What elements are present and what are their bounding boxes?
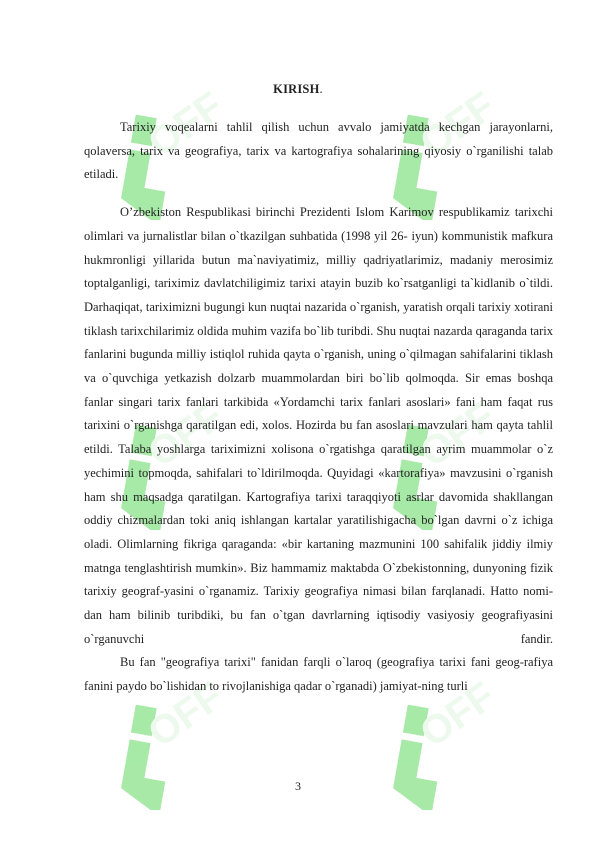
page-number: 3: [295, 779, 301, 793]
paragraph-gap: [84, 187, 553, 201]
svg-text:OFF: OFF: [140, 393, 232, 476]
title-suffix: .: [319, 82, 323, 96]
svg-text:OFF: OFF: [140, 83, 232, 166]
page-title: [0, 82, 596, 97]
paragraph: Bu fan "geografiya tarixi" fanidan farqli o`laroq (geografiya tarixi fani geog-rafiya fanini paydo bo`lishidan to rivojlanishiga qadar o`rganadi) jamiyat-ning turli: [84, 655, 553, 694]
paragraph: O’zbekiston Respublikasi birinchi Prezidenti Islom Karimov respublikamiz tarixchi olimlari va jurnalistlar bilan o`tkazilgan suhbatida (1998 yil 26- iyun) kommunistik mafkura hukmronligi yillarida butun ma`naviyatimiz, milliy qadriyatlarimiz, madaniy merosimiz toptalganligi, tariximiz davlatchiligimiz tarixi atayin buzib ko`rsatganligi ta`kidlanib o`tildi. Darhaqiqat, tariximizni bugungi kun nuqtai nazarida o`rganish, yaratish orqali tarixiy xotirani tiklash tarixchilarimiz oldida muhim vazifa bo`lib turibdi. Shu nuqtai nazarda qaraganda tarix fanlarini bugunda milliy istiqlol ruhida qayta o`rganish, uning o`qilmagan sahifalarini tiklash va o`quvchiga yetkazish dolzarb muammolardan biri bo`lib qolmoqda. Sir emas boshqa fanlar singari tarix fanlari tarkibida «Yordamchi tarix fanlari asoslari» fani ham faqat rus tarixini o`rganishga qaratilgan edi, xolos. Hozirda bu fan asoslari mavzulari ham qayta tahlil etildi. Talaba yoshlarga tariximizni xolisona o`rgatishga qaratilgan ayrim muammolar o`z yechimini topmoqda, sahifalari to`ldirilmoqda. Quyidagi «kartorafiya» mavzusini o`rganish ham shu maqsadga qaratilgan. Kartografiya tarixi taraqqiyoti asrlar davomida shakllangan oddiy chizmalardan toki aniq ishlangan kartalar yaratilishigacha bo`lgan davrni o`z ichiga oladi. Olimlarning fikriga qaraganda: «bir kartaning mazmunini 100 sahifalik jiddiy ilmiy matnga tenglashtirish mumkin». Biz hammamiz maktabda O`zbekistonning, dunyoning fizik tarixiy geograf-yasini o`rganamiz. Tarixiy geografiya nimasi bilan farqlanadi. Hatto nomi-dan ham bilinib turibdiki, bu fan o`tgan davrlarning iqtisodiy vasiyosiy geografiyasini o`rganuvchi fandir.: [84, 205, 553, 646]
title-text: KIRISH: [273, 82, 320, 96]
svg-text:OFF: OFF: [412, 393, 504, 476]
svg-text:OFF: OFF: [412, 673, 504, 756]
svg-text:OFF: OFF: [412, 83, 504, 166]
paragraph: Tarixiy voqealarni tahlil qilish uchun avvalo jamiyatda kechgan jarayonlarni, qolaversa, tarix va geografiya, tarix va kartografiya sohalarining qiyosiy o`rganilishi talab etiladi.: [84, 120, 553, 182]
body-text: [84, 116, 553, 699]
svg-text:OFF: OFF: [140, 673, 232, 756]
